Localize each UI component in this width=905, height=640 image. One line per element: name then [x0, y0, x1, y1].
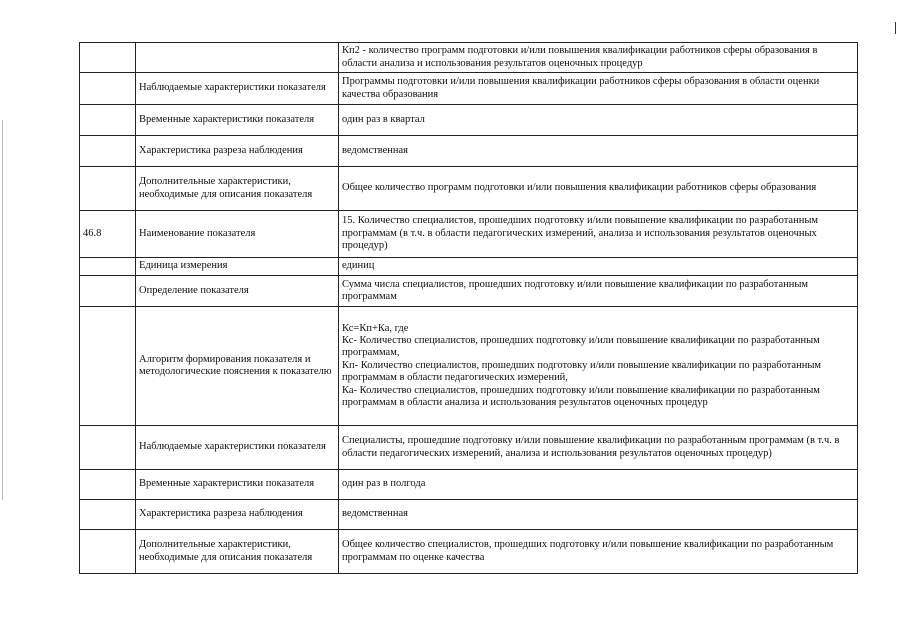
row-number — [80, 470, 136, 500]
row-number — [80, 105, 136, 136]
row-value: Специалисты, прошедшие подготовку и/или повышение квалификации по разработанным программам (в т.ч. в области педагогических измерений, анализа и использования результатов оценочных процедур) — [339, 426, 858, 470]
row-label: Дополнительные характеристики, необходимые для описания показателя — [136, 167, 339, 211]
row-value: 15. Количество специалистов, прошедших подготовку и/или повышение квалификации по разработанным программам (в т.ч. в области педагогических измерений, анализа и использования результатов оценочных процедур) — [339, 211, 858, 258]
row-number — [80, 43, 136, 73]
row-label: Наблюдаемые характеристики показателя — [136, 426, 339, 470]
row-label — [136, 43, 339, 73]
table-row — [80, 530, 858, 574]
row-number — [80, 500, 136, 530]
row-label: Временные характеристики показателя — [136, 470, 339, 500]
row-value: единиц — [339, 258, 858, 276]
row-value: Сумма числа специалистов, прошедших подготовку и/или повышение квалификации по разработанным программам — [339, 276, 858, 307]
row-value: ведомственная — [339, 500, 858, 530]
table-row — [80, 167, 858, 211]
row-label: Наблюдаемые характеристики показателя — [136, 73, 339, 105]
row-label: Временные характеристики показателя — [136, 105, 339, 136]
table-row — [80, 258, 858, 276]
row-value: Программы подготовки и/или повышения квалификации работников сферы образования в области оценки качества образования — [339, 73, 858, 105]
table-row — [80, 500, 858, 530]
row-number — [80, 258, 136, 276]
row-label: Наименование показателя — [136, 211, 339, 258]
row-number — [80, 276, 136, 307]
table-row — [80, 276, 858, 307]
row-label: Дополнительные характеристики, необходимые для описания показателя — [136, 530, 339, 574]
row-label: Характеристика разреза наблюдения — [136, 136, 339, 167]
row-label: Алгоритм формирования показателя и методологические пояснения к показателю — [136, 307, 339, 426]
row-value: один раз в полгода — [339, 470, 858, 500]
table-row — [80, 136, 858, 167]
table-row — [80, 426, 858, 470]
row-label: Характеристика разреза наблюдения — [136, 500, 339, 530]
row-number — [80, 167, 136, 211]
definition-line: Кп- Количество специалистов, прошедших подготовку и/или повышение квалификации по разработанным программам в области педагогических измерений, — [342, 359, 822, 384]
table-row — [80, 105, 858, 136]
table-row — [80, 43, 858, 73]
row-number: 46.8 — [80, 211, 136, 258]
indicator-table — [79, 42, 858, 574]
row-number — [80, 426, 136, 470]
row-number — [80, 136, 136, 167]
table-row — [80, 470, 858, 500]
row-value: Кп2 - количество программ подготовки и/или повышения квалификации работников сферы образования в области анализа и использования результатов оценочных процедур — [339, 43, 858, 73]
row-value: один раз в квартал — [339, 105, 858, 136]
scan-edge-mark — [2, 120, 3, 500]
row-number — [80, 73, 136, 105]
definition-line: Ка- Количество специалистов, прошедших подготовку и/или повышение квалификации по разработанным программам в области анализа и использования результатов оценочных процедур — [342, 384, 820, 408]
formula-line: Кс=Кп+Ка, где — [342, 322, 409, 334]
definition-line: Кс- Количество специалистов, прошедших подготовку и/или повышение квалификации по разработанным программам, — [342, 335, 820, 359]
row-label: Определение показателя — [136, 276, 339, 307]
scan-edge-mark — [895, 22, 896, 34]
row-number — [80, 307, 136, 426]
table-row — [80, 211, 858, 258]
row-number — [80, 530, 136, 574]
table-row — [80, 307, 858, 426]
row-value: Общее количество программ подготовки и/или повышения квалификации работников сферы образования — [339, 167, 858, 211]
row-label: Единица измерения — [136, 258, 339, 276]
row-value: Общее количество специалистов, прошедших подготовку и/или повышение квалификации по разработанным программам по оценке качества — [339, 530, 858, 574]
row-value: ведомственная — [339, 136, 858, 167]
table-row — [80, 73, 858, 105]
row-value — [339, 307, 858, 426]
